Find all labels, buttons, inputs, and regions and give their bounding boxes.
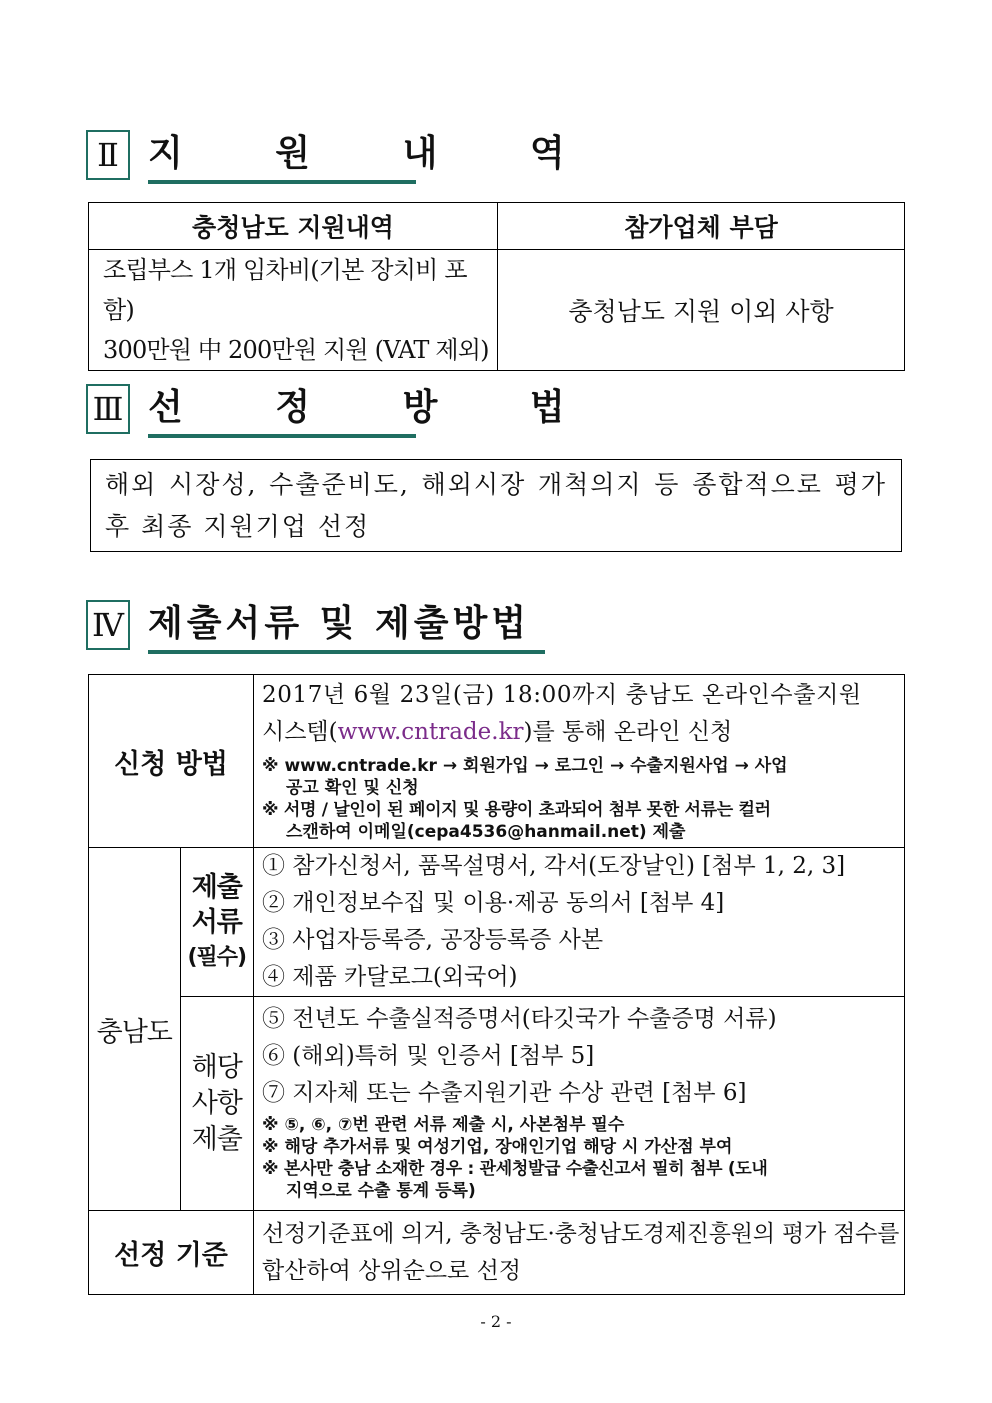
support-right-cell: 충청남도 지원 이외 사항 <box>498 250 905 371</box>
section-title: 제출서류 및 제출방법 <box>148 603 531 644</box>
optional-item: ⑤ 전년도 수출실적증명서(타깃국가 수출증명 서류) <box>262 1006 777 1032</box>
criteria-label: 선정 기준 <box>89 1211 254 1295</box>
required-label-line: (필수) <box>187 944 247 970</box>
criteria-cell <box>254 1211 905 1295</box>
apply-note-text: 공고 확인 및 신청 <box>286 778 419 798</box>
optional-note-text: 지역으로 수출 통계 등록) <box>286 1181 476 1201</box>
apply-note <box>254 755 904 799</box>
apply-line <box>254 714 904 751</box>
support-table <box>88 202 905 371</box>
required-docs-label <box>180 848 253 997</box>
apply-method-label: 신청 방법 <box>89 675 254 848</box>
criteria-line: 선정기준표에 의거, 충청남도·충청남도경제진흥원의 평가 점수를 <box>262 1220 900 1247</box>
support-header-right: 참가업체 부담 <box>498 203 905 250</box>
required-item: ④ 제품 카달로그(외국어) <box>262 964 518 990</box>
required-item: ① 참가신청서, 품목설명서, 각서(도장날인) [첨부 1, 2, 3] <box>262 853 846 879</box>
support-left-line: 300만원 中 200만원 지원 (VAT 제외) <box>103 336 489 364</box>
optional-item: ⑦ 지자체 또는 수출지원기관 수상 관련 [첨부 6] <box>262 1080 747 1106</box>
section-underline <box>148 180 416 184</box>
section-title: 지 원 내 역 <box>148 133 605 174</box>
optional-docs-label <box>180 997 253 1211</box>
optional-note-text: ※ 본사만 충남 소재한 경우 : 관세청발급 수출신고서 필히 첨부 (도내 <box>262 1159 768 1179</box>
section-underline <box>148 650 545 654</box>
apply-note-text: ※ www.cntrade.kr → 회원가입 → 로그인 → 수출지원사업 → 사업 <box>262 756 788 776</box>
apply-url-link[interactable]: www.cntrade.kr <box>337 719 524 745</box>
optional-docs-cell <box>254 997 905 1211</box>
required-item: ② 개인정보수집 및 이용·제공 동의서 [첨부 4] <box>262 890 725 916</box>
apply-line: 2017년 6월 23일(금) 18:00까지 충남도 온라인수출지원 <box>262 682 862 708</box>
optional-note: ※ 해당 추가서류 및 여성기업, 장애인기업 해당 시 가산점 부여 <box>262 1137 733 1157</box>
section-title: 선 정 방 법 <box>148 387 605 428</box>
submission-table <box>88 674 905 1295</box>
optional-item: ⑥ (해외)특허 및 인증서 [첨부 5] <box>262 1043 595 1069</box>
required-label-line: 서류 <box>191 906 242 938</box>
optional-note: ※ ⑤, ⑥, ⑦번 관련 서류 제출 시, 사본첨부 필수 <box>262 1115 625 1135</box>
apply-method-cell <box>254 675 905 848</box>
support-left-line: 조립부스 1개 임차비(기본 장치비 포함) <box>103 256 467 324</box>
section-number: Ⅲ <box>86 384 130 434</box>
region-label: 충남도 <box>89 848 181 1211</box>
selection-method-box: 해외 시장성, 수출준비도, 해외시장 개척의지 등 종합적으로 평가 후 최종 지원기업 선정 <box>90 459 902 552</box>
optional-note <box>254 1158 904 1202</box>
optional-label-line: 제출 <box>191 1123 242 1155</box>
optional-label-line: 해당 <box>191 1051 242 1083</box>
criteria-line: 합산하여 상위순으로 선정 <box>262 1257 522 1284</box>
page-number: - 2 - <box>480 1312 512 1331</box>
support-left-cell <box>89 250 498 371</box>
apply-line-suffix: )를 통해 온라인 신청 <box>523 719 733 745</box>
section-underline <box>148 434 416 438</box>
section-number: Ⅳ <box>86 600 130 650</box>
apply-line-prefix: 시스템( <box>262 719 338 745</box>
required-item: ③ 사업자등록증, 공장등록증 사본 <box>262 927 604 953</box>
apply-note-text: ※ 서명 / 날인이 된 페이지 및 용량이 초과되어 첨부 못한 서류는 컬러 <box>262 800 771 820</box>
apply-note-text: 스캔하여 이메일(cepa4536@hanmail.net) 제출 <box>286 822 686 842</box>
required-label-line: 제출 <box>191 871 242 903</box>
required-docs-cell <box>254 848 905 997</box>
section-number: Ⅱ <box>86 130 130 180</box>
apply-note <box>254 799 904 843</box>
support-header-left: 충청남도 지원내역 <box>89 203 498 250</box>
optional-label-line: 사항 <box>191 1087 242 1119</box>
